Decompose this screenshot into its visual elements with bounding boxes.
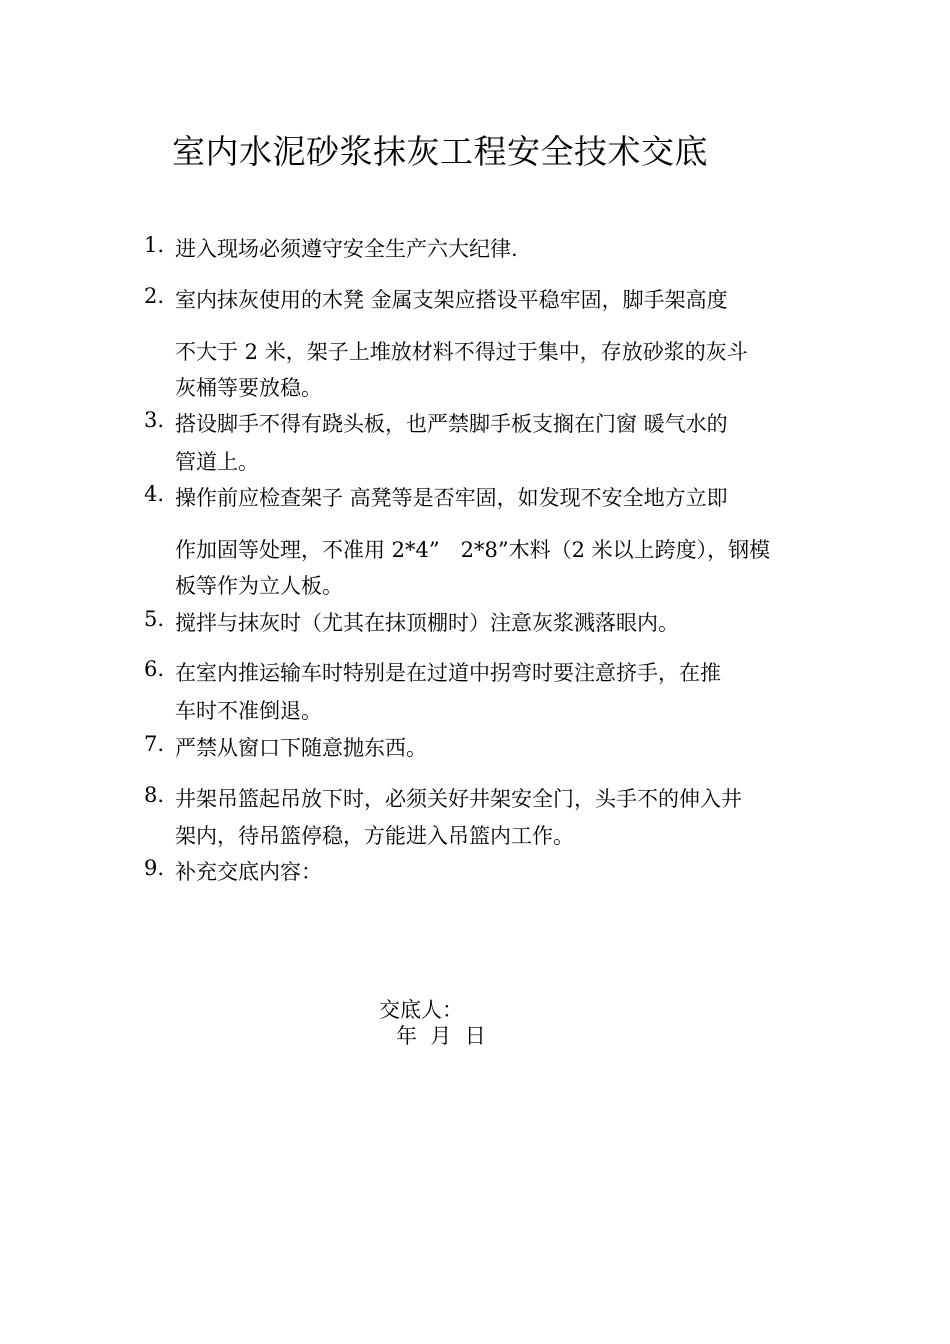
item-number: 6. xyxy=(144,657,165,681)
item-number: 3. xyxy=(144,408,165,432)
item-line: 井架吊篮起吊放下时，必须关好井架安全门，头手不的伸入井 xyxy=(175,787,742,811)
date-label: 年 月 日 xyxy=(396,1024,486,1048)
item-line: 灰桶等要放稳。 xyxy=(175,376,322,400)
item-number: 5. xyxy=(144,607,165,631)
item-line: 室内抹灰使用的木凳 金属支架应搭设平稳牢固，脚手架高度 xyxy=(175,288,728,312)
item-number: 7. xyxy=(144,732,165,756)
item-number: 4. xyxy=(144,482,165,506)
item-line: 车时不准倒退。 xyxy=(175,699,322,723)
item-line: 搭设脚手不得有跷头板，也严禁脚手板支搁在门窗 暖气水的 xyxy=(175,412,728,436)
item-line: 不大于 2 米，架子上堆放材料不得过于集中，存放砂浆的灰斗 xyxy=(175,340,748,364)
item-number: 1. xyxy=(144,233,165,257)
item-line: 在室内推运输车时特别是在过道中拐弯时要注意挤手，在推 xyxy=(175,661,721,685)
item-line: 操作前应检查架子 高凳等是否牢固，如发现不安全地方立即 xyxy=(175,486,728,510)
item-line: 板等作为立人板。 xyxy=(175,574,343,598)
document-title: 室内水泥砂浆抹灰工程安全技术交底 xyxy=(172,132,708,171)
item-line: 作加固等处理，不准用 2*4” 2*8”木料（2 米以上跨度），钢模 xyxy=(175,538,771,562)
item-line: 严禁从窗口下随意抛东西。 xyxy=(175,736,427,760)
item-line: 搅拌与抹灰时（尤其在抹顶棚时）注意灰浆溅落眼内。 xyxy=(175,611,679,635)
item-line: 补充交底内容： xyxy=(175,860,322,884)
item-line: 管道上。 xyxy=(175,450,259,474)
item-number: 8. xyxy=(144,783,165,807)
discloser-label: 交底人： xyxy=(379,998,463,1022)
item-line: 架内，待吊篮停稳，方能进入吊篮内工作。 xyxy=(175,824,574,848)
item-number: 2. xyxy=(144,284,165,308)
item-line: 进入现场必须遵守安全生产六大纪律. xyxy=(175,237,518,261)
item-number: 9. xyxy=(144,856,165,880)
